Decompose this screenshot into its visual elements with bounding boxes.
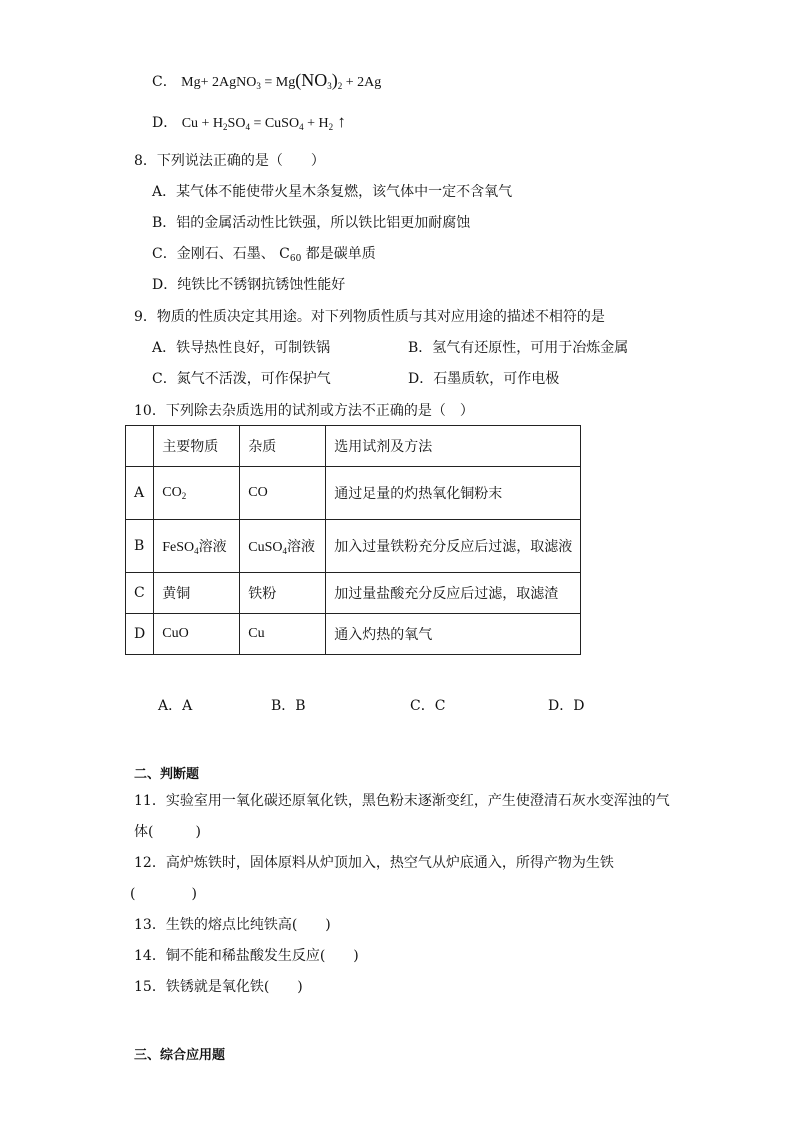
table-header-cell <box>126 426 154 467</box>
cell-text: 溶液 <box>286 540 315 555</box>
q10-stem: 10．下列除去杂质选用的试剂或方法不正确的是（ ） <box>134 403 474 419</box>
eq-sub: 2 <box>223 122 228 132</box>
eq-sub: 3 <box>256 81 261 91</box>
cell-text: FeSO <box>162 540 195 555</box>
q7-option-c <box>152 70 381 91</box>
eq-sub: 4 <box>194 546 199 556</box>
q9-option-b: B．氢气有还原性，可用于冶炼金属 <box>408 340 629 356</box>
q9-stem: 9．物质的性质决定其用途。对下列物质性质与其对应用途的描述不相符的是 <box>134 309 605 325</box>
eq-part: Cu + H <box>181 116 224 131</box>
cell-text: Cu <box>248 626 265 641</box>
table-header-cell: 选用试剂及方法 <box>326 426 581 467</box>
q12-text: 12．高炉炼铁时，固体原料从炉顶加入，热空气从炉底通入，所得产物为生铁 <box>134 855 614 871</box>
eq-part: = Mg <box>260 75 296 90</box>
eq-part: Mg+ 2AgNO <box>181 75 257 90</box>
cell-text: CuSO <box>248 540 283 555</box>
q15-text: 15．铁锈就是氧化铁( ) <box>134 979 303 995</box>
method: 通过足量的灼热氧化铜粉末 <box>326 467 581 520</box>
option-text: C．金刚石、石墨、 C <box>152 246 290 262</box>
option-label: D． <box>152 115 178 131</box>
row-label: D <box>126 614 154 655</box>
impurity <box>240 614 326 655</box>
cell-text: 黄铜 <box>162 585 191 602</box>
table-header-row <box>126 426 581 467</box>
option-label: C． <box>152 74 177 90</box>
table-row <box>126 573 581 614</box>
eq-part: + H <box>303 116 329 131</box>
eq-sub: 60 <box>289 254 302 264</box>
q7-option-c-equation <box>181 70 382 91</box>
eq-sub: 4 <box>282 546 287 556</box>
eq-part: ) <box>331 70 338 90</box>
q10-table <box>125 425 581 655</box>
section-title: 二、判断题 <box>134 767 200 782</box>
cell-text: CO <box>162 485 182 500</box>
main-substance <box>154 467 240 520</box>
eq-part: SO <box>227 116 246 131</box>
q8-stem: 8．下列说法正确的是（ ） <box>134 153 325 169</box>
cell-text: CO <box>248 485 268 500</box>
q9-option-a: A．铁导热性良好，可制铁锅 <box>152 340 331 356</box>
row-label: C <box>126 573 154 614</box>
method: 加入过量铁粉充分反应后过滤，取滤液 <box>326 520 581 573</box>
q7-option-d-equation <box>181 112 346 132</box>
q10-choice-a: A．A <box>158 698 193 714</box>
q8-option-d: D．纯铁比不锈钢抗锈蚀性能好 <box>152 277 346 293</box>
main-substance <box>154 614 240 655</box>
eq-part: + 2Ag <box>342 75 382 90</box>
q11-text-cont: 体( ) <box>134 824 201 840</box>
eq-sub: 2 <box>328 122 334 132</box>
table-row <box>126 467 581 520</box>
q9-option-d: D．石墨质软，可作电极 <box>408 371 560 387</box>
main-substance <box>154 520 240 573</box>
impurity <box>240 520 326 573</box>
method: 加过量盐酸充分反应后过滤，取滤渣 <box>326 573 581 614</box>
q11-text: 11．实验室用一氧化碳还原氧化铁，黑色粉末逐渐变红，产生使澄清石灰水变浑浊的气 <box>134 793 670 809</box>
q10-choice-b: B．B <box>271 698 306 714</box>
eq-sub: 4 <box>299 122 304 132</box>
q10-choice-c: C．C <box>410 698 446 714</box>
main-substance <box>154 573 240 614</box>
up-arrow-icon: ↑ <box>333 112 346 131</box>
eq-sub: 2 <box>337 81 343 91</box>
cell-text: 铁粉 <box>248 585 277 602</box>
eq-sub: 4 <box>245 122 250 132</box>
q12-text-cont: ( ) <box>130 886 197 902</box>
q13-text: 13．生铁的熔点比纯铁高( ) <box>134 917 331 933</box>
eq-part: = CuSO <box>249 116 300 131</box>
q8-option-a: A．某气体不能使带火星木条复燃，该气体中一定不含氧气 <box>152 184 513 200</box>
table-header-cell: 杂质 <box>240 426 326 467</box>
row-label: B <box>126 520 154 573</box>
q8-option-c <box>152 243 376 264</box>
table-header-cell: 主要物质 <box>154 426 240 467</box>
option-text: 都是碳单质 <box>301 246 376 262</box>
impurity <box>240 573 326 614</box>
method: 通入灼热的氧气 <box>326 614 581 655</box>
cell-text: 溶液 <box>198 540 227 555</box>
cell-text: CuO <box>162 626 189 641</box>
eq-sub: 2 <box>181 491 187 501</box>
eq-part: (NO <box>295 70 328 90</box>
q9-option-c: C．氮气不活泼，可作保护气 <box>152 371 331 387</box>
q7-option-d <box>152 112 346 132</box>
section-title: 三、综合应用题 <box>134 1048 226 1063</box>
eq-sub: 3 <box>327 81 332 91</box>
q10-choice-d: D．D <box>548 698 585 714</box>
impurity <box>240 467 326 520</box>
table-row <box>126 520 581 573</box>
q8-option-b: B．铝的金属活动性比铁强，所以铁比铝更加耐腐蚀 <box>152 215 471 231</box>
table-row <box>126 614 581 655</box>
row-label: A <box>126 467 154 520</box>
q14-text: 14．铜不能和稀盐酸发生反应( ) <box>134 948 359 964</box>
